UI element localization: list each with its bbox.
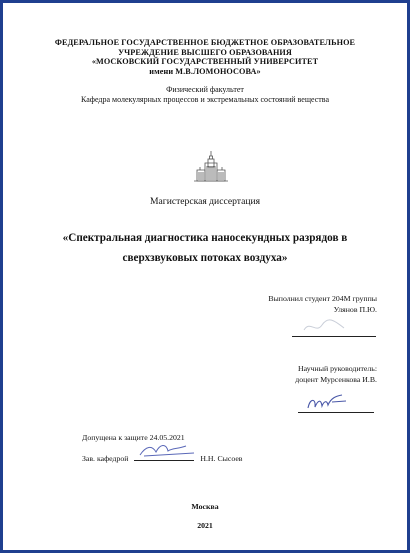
- institution-line-3: «МОСКОВСКИЙ ГОСУДАРСТВЕННЫЙ УНИВЕРСИТЕТ: [91, 57, 319, 67]
- faculty-block: [0, 85, 410, 105]
- student-signature-icon: [300, 316, 350, 341]
- admission-note: Допущена к защите 24.05.2021: [82, 433, 185, 442]
- institution-line-1: ФЕДЕРАЛЬНОЕ ГОСУДАРСТВЕННОЕ БЮДЖЕТНОЕ ОБРАЗОВАТЕЛЬНОЕ: [54, 38, 356, 47]
- degree-type: Магистерская диссертация: [149, 196, 261, 207]
- head-of-department-label: Зав. кафедрой: [82, 454, 129, 463]
- thesis-title: [0, 228, 410, 268]
- thesis-title-line-1: «Спектральная диагностика наносекундных разрядов в: [62, 232, 348, 244]
- faculty-name: Физический факультет: [166, 85, 244, 94]
- supervisor-signature-icon: [306, 392, 350, 419]
- supervisor-label: Научный руководитель:: [298, 364, 377, 373]
- thesis-title-line-2: сверхзвуковых потоках воздуха»: [122, 252, 288, 264]
- head-signature-icon: [138, 440, 198, 465]
- institution-line-4: имени М.В.ЛОМОНОСОВА»: [149, 66, 261, 76]
- supervisor-name: доцент Мурсенкова И.В.: [295, 375, 377, 384]
- year: 2021: [197, 521, 213, 530]
- student-block: [268, 293, 377, 315]
- msu-building-icon: [193, 150, 229, 184]
- head-of-department-name: Н.Н. Сысоев: [200, 454, 243, 463]
- institution-header: [0, 38, 410, 76]
- student-group: Выполнил студент 204М группы: [268, 294, 377, 303]
- supervisor-block: [295, 363, 377, 385]
- student-name: Улянов П.Ю.: [333, 305, 377, 314]
- department-name: Кафедра молекулярных процессов и экстремальных состояний вещества: [80, 94, 330, 104]
- city: Москва: [191, 502, 219, 511]
- institution-line-2: УЧРЕЖДЕНИЕ ВЫСШЕГО ОБРАЗОВАНИЯ: [118, 47, 292, 57]
